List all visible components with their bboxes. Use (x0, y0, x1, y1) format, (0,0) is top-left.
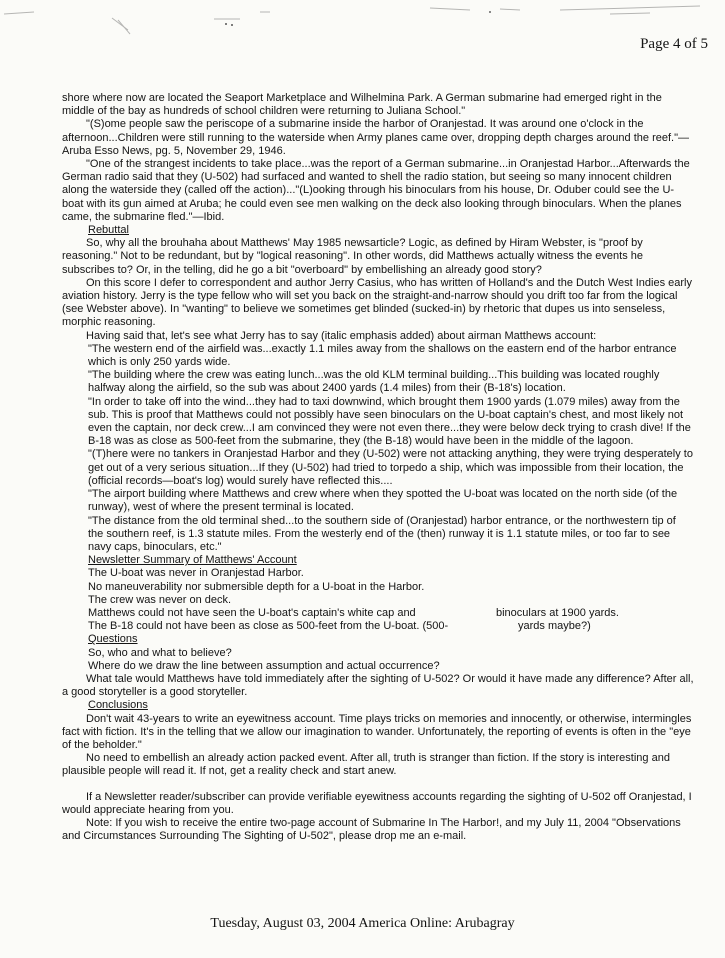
document-body (62, 92, 694, 843)
paragraph: Having said that, let's see what Jerry has to say (italic emphasis added) about airman Matthews account: (86, 329, 597, 342)
page-number: Page 4 of 5 (640, 36, 708, 52)
page-footer: Tuesday, August 03, 2004 America Online: Arubagray (210, 916, 515, 931)
summary-item-right: binoculars at 1900 yards. (496, 606, 619, 619)
paragraph: No need to embellish an already action packed event. After all, truth is stranger than fiction. If the story is interesting and plausible people will read it. If not, get a reality check and start anew. (62, 752, 670, 778)
section-heading-summary: Newsletter Summary of Matthews' Account (88, 554, 297, 567)
question-item: Where do we draw the line between assumption and actual occurrence? (88, 659, 440, 672)
quote-paragraph: "In order to take off into the wind...they had to taxi downwind, which brought them 1900 yards (1.079 miles) away from the sub. This is proof that Matthews could not possibly have seen binoculars on the U-boat captain's chest, and most likely not even the captain, nor deck crew...I am convinced they were not even there...they were below deck trying to crash dive! If the B-18 was as close as 500-feet from the submarine, they (the B-18) would have been in the middle of the lagoon. (88, 395, 691, 448)
question-item: So, who and what to believe? (88, 646, 232, 659)
summary-item: No maneuverability nor submersible depth for a U-boat in the Harbor. (88, 580, 425, 593)
summary-item-row (62, 620, 694, 633)
scan-noise-marks (0, 0, 725, 60)
paragraph-note: Note: If you wish to receive the entire two-page account of Submarine In The Harbor!, and my July 11, 2004 "Observations and Circumstances Surrounding The Sighting of U-502", please drop me an e-mail. (62, 816, 681, 843)
paragraph: shore where now are located the Seaport Marketplace and Wilhelmina Park. A German submarine had emerged right in the middle of the bay as hundreds of school children were returning to Juliana School." (62, 92, 662, 118)
paragraph: What tale would Matthews have told immediately after the sighting of U-502? Or would it have made any difference? After all, a good storyteller is a good storyteller. (62, 672, 694, 699)
paragraph: So, why all the brouhaha about Matthews' May 1985 newsarticle? Logic, as defined by Hiram Webster, is "proof by reasoning." Not to be redundant, but by "logical reasoning". In other words, did Matthews actually witness the events he subscribes to? Or, in the telling, did he go a bit "overboard" by embellishing an already good story? (62, 237, 643, 276)
summary-item-row (62, 607, 694, 620)
paragraph: "One of the strangest incidents to take place...was the report of a German submarine...in Oranjestad Harbor...Afterwards the German radio said that they (U-502) had surfaced and wanted to shell the radio station, but seeing so many innocent children along the waterside they (called off the action)..."(L)ooking through his binoculars from his house, Dr. Oduber could see the U-boat with its gun aimed at Aruba; he could even see men walking on the deck also looking through binoculars. When the planes came, the submarine fled."—Ibid. (62, 158, 690, 223)
summary-item-right: yards maybe?) (518, 620, 591, 633)
quote-paragraph: "The western end of the airfield was...exactly 1.1 miles away from the shallows on the eastern end of the harbor entrance which is only 250 yards wide. (88, 342, 677, 369)
quote-paragraph: "The airport building where Matthews and crew where when they spotted the U-boat was located on the north side (of the runway), west of where the present terminal is located. (88, 488, 678, 514)
section-heading-rebuttal: Rebuttal (88, 224, 129, 237)
paragraph: Don't wait 43-years to write an eyewitness account. Time plays tricks on memories and innocently, or otherwise, intermingles fact with fiction. It's in the telling that we allow our imagination to wander. Unfortunately, the reporting of events is often in the "eye of the beholder." (62, 712, 692, 751)
paragraph: If a Newsletter reader/subscriber can provide verifiable eyewitness accounts regarding the sighting of U-502 off Oranjestad, I would appreciate hearing from you. (62, 790, 692, 816)
section-heading-questions: Questions (88, 633, 138, 646)
summary-item: The U-boat was never in Oranjestad Harbor. (88, 567, 304, 580)
quote-paragraph: "(T)here were no tankers in Oranjestad Harbor and they (U-502) were not attacking anything, they were trying desperately to get out of a very serious situation...If they (U-502) had tried to torpedo a ship, which was impossible from their location, the (official records—boat's log) would surely have reflected this.... (88, 448, 693, 487)
summary-item: The crew was never on deck. (88, 593, 232, 606)
summary-item-left: The B-18 could not have been as close as 500-feet from the U-boat. (500- (88, 620, 449, 633)
paragraph: "(S)ome people saw the periscope of a submarine inside the harbor of Oranjestad. It was around one o'clock in the afternoon...Children were still running to the waterside when Army planes came over, dropping depth charges around the reef."—Aruba Esso News, pg. 5, November 29, 1946. (62, 118, 689, 157)
quote-paragraph: "The distance from the old terminal shed...to the southern side of (Oranjestad) harbor entrance, or the northwestern tip of the southern reef, is 1.3 statute miles. From the westerly end of the (then) runway it is 1.1 statute miles, or too far to see navy caps, binoculars, etc." (88, 514, 676, 553)
paragraph: On this score I defer to correspondent and author Jerry Casius, who has written of Holland's and the Dutch West Indies early aviation history. Jerry is the type fellow who will set you back on the straight-and-narrow should you drift too far from the logical (see Webster above). In "wanting" to believe we sometimes get blinded (sucked-in) by rhetoric that dupes us into senseless, morphic reasoning. (62, 276, 692, 329)
quote-paragraph: "The building where the crew was eating lunch...was the old KLM terminal building...This building was located roughly halfway along the airfield, so the sub was about 2400 yards (1.4 miles) from their (B-18's) location. (88, 369, 660, 395)
section-heading-conclusions: Conclusions (88, 699, 148, 712)
summary-item-left: Matthews could not have seen the U-boat's captain's white cap and (88, 606, 416, 619)
